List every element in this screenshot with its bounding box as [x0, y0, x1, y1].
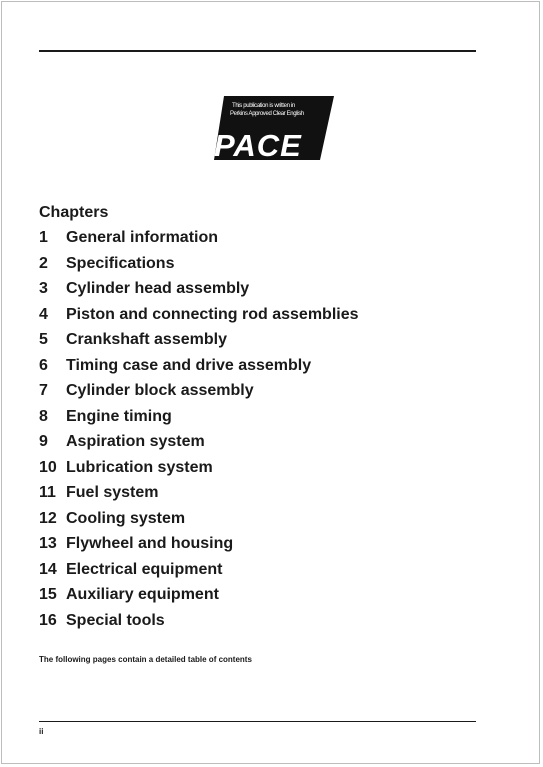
chapter-item[interactable]: [39, 330, 359, 356]
chapter-title: Auxiliary equipment: [66, 586, 219, 603]
pace-logo: [214, 96, 334, 163]
chapter-number: 14: [39, 560, 57, 578]
chapter-title: Fuel system: [66, 484, 159, 501]
chapter-item[interactable]: [39, 483, 359, 509]
chapter-number: 12: [39, 509, 57, 527]
chapter-title: Crankshaft assembly: [66, 331, 227, 348]
chapter-number: 11: [39, 484, 56, 501]
chapter-number: 10: [39, 458, 57, 476]
chapter-title: Special tools: [66, 611, 165, 629]
chapters-heading: Chapters: [39, 204, 109, 221]
chapter-title: Lubrication system: [66, 458, 213, 476]
chapter-item[interactable]: [39, 356, 359, 382]
chapter-number: 3: [39, 280, 48, 297]
chapter-title: Cylinder head assembly: [66, 280, 250, 297]
chapter-item[interactable]: [39, 432, 359, 458]
chapter-item[interactable]: [39, 585, 359, 611]
chapter-item[interactable]: [39, 305, 359, 331]
chapter-title: General information: [66, 229, 219, 246]
chapter-number: 5: [39, 331, 48, 348]
chapter-number: 9: [39, 433, 48, 450]
chapter-item[interactable]: [39, 381, 359, 407]
contents-note: The following pages contain a detailed table of contents: [39, 655, 252, 664]
chapter-number: 15: [39, 586, 57, 603]
chapter-item[interactable]: [39, 279, 359, 305]
chapter-number: 7: [39, 382, 48, 399]
chapter-title: Engine timing: [66, 407, 172, 425]
bottom-rule: [39, 721, 476, 722]
chapter-item[interactable]: [39, 407, 359, 433]
chapter-item[interactable]: [39, 254, 359, 280]
chapter-number: 2: [39, 254, 48, 272]
chapter-title: Timing case and drive assembly: [66, 356, 312, 374]
chapter-number: 16: [39, 611, 57, 629]
chapter-list: [39, 228, 359, 636]
chapter-number: 4: [39, 305, 48, 323]
chapter-item[interactable]: [39, 611, 359, 637]
chapter-title: Cylinder block assembly: [66, 382, 254, 399]
chapter-title: Cooling system: [66, 509, 186, 527]
chapter-title: Flywheel and housing: [66, 535, 234, 552]
chapter-title: Electrical equipment: [66, 560, 223, 578]
chapter-item[interactable]: [39, 534, 359, 560]
chapter-number: 8: [39, 407, 48, 425]
chapter-number: 13: [39, 535, 57, 552]
chapter-item[interactable]: [39, 228, 359, 254]
chapter-item[interactable]: [39, 509, 359, 535]
chapter-number: 6: [39, 356, 48, 374]
logo-text-line-2: Perkins Approved Clear English: [230, 111, 304, 117]
chapter-number: 1: [39, 229, 48, 246]
logo-wordmark: PACE: [214, 128, 302, 163]
chapter-item[interactable]: [39, 560, 359, 586]
chapter-title: Specifications: [66, 254, 175, 272]
page-number: ii: [39, 727, 44, 736]
top-rule: [39, 50, 476, 52]
chapter-item[interactable]: [39, 458, 359, 484]
logo-text-line-1: This publication is written in: [232, 103, 295, 109]
chapter-title: Aspiration system: [66, 433, 205, 450]
chapter-title: Piston and connecting rod assemblies: [66, 305, 359, 323]
